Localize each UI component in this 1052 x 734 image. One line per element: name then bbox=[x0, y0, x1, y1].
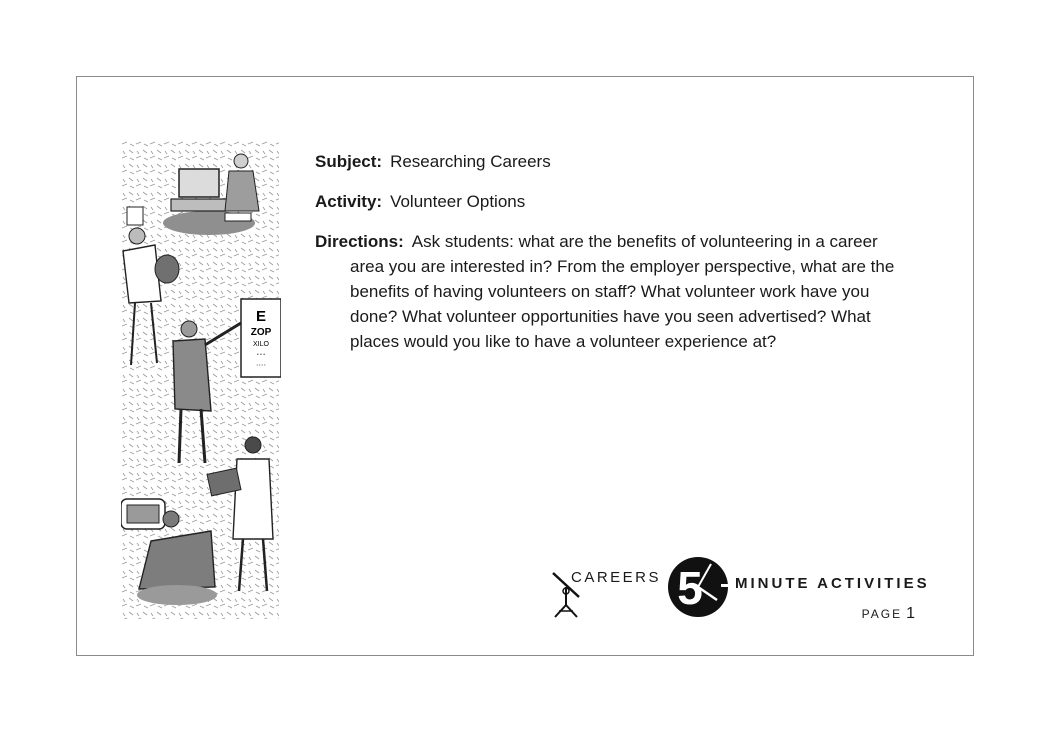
directions-paragraph bbox=[315, 229, 915, 354]
svg-text:5: 5 bbox=[677, 562, 703, 614]
page-label: PAGE bbox=[861, 607, 903, 621]
activity-line bbox=[315, 189, 915, 214]
eye-chart bbox=[241, 299, 281, 377]
svg-text:• • • •: • • • • bbox=[256, 362, 266, 367]
subject-value: Researching Careers bbox=[390, 152, 551, 171]
page-indicator bbox=[862, 605, 915, 623]
activity-value: Volunteer Options bbox=[390, 192, 526, 211]
directions-label: Directions: bbox=[315, 232, 404, 251]
activity-content bbox=[315, 149, 915, 369]
activity-label: Activity: bbox=[315, 192, 383, 211]
careers-illustration bbox=[121, 141, 281, 619]
svg-text:XILO: XILO bbox=[253, 341, 269, 348]
footer-branding bbox=[551, 553, 951, 623]
clock-five-logo bbox=[667, 556, 729, 618]
svg-text:ZOP: ZOP bbox=[250, 327, 272, 338]
subject-line bbox=[315, 149, 915, 174]
svg-text:E: E bbox=[255, 308, 267, 325]
directions-text: Ask students: what are the benefits of volunteering in a career area you are interested in? From the employer perspective, what are the benefits of having volunteers on staff? What volunteer work have you done? What volunteer opportunities have you seen advertised? What places would you like to have a volunteer experience at? bbox=[350, 232, 895, 351]
careers-wordmark: CAREERS bbox=[571, 569, 662, 586]
svg-text:• • •: • • • bbox=[256, 352, 266, 358]
page-number: 1 bbox=[906, 605, 915, 622]
activity-card bbox=[76, 76, 974, 656]
minute-activities-title: MINUTE ACTIVITIES bbox=[735, 575, 930, 592]
subject-label: Subject: bbox=[315, 152, 383, 171]
